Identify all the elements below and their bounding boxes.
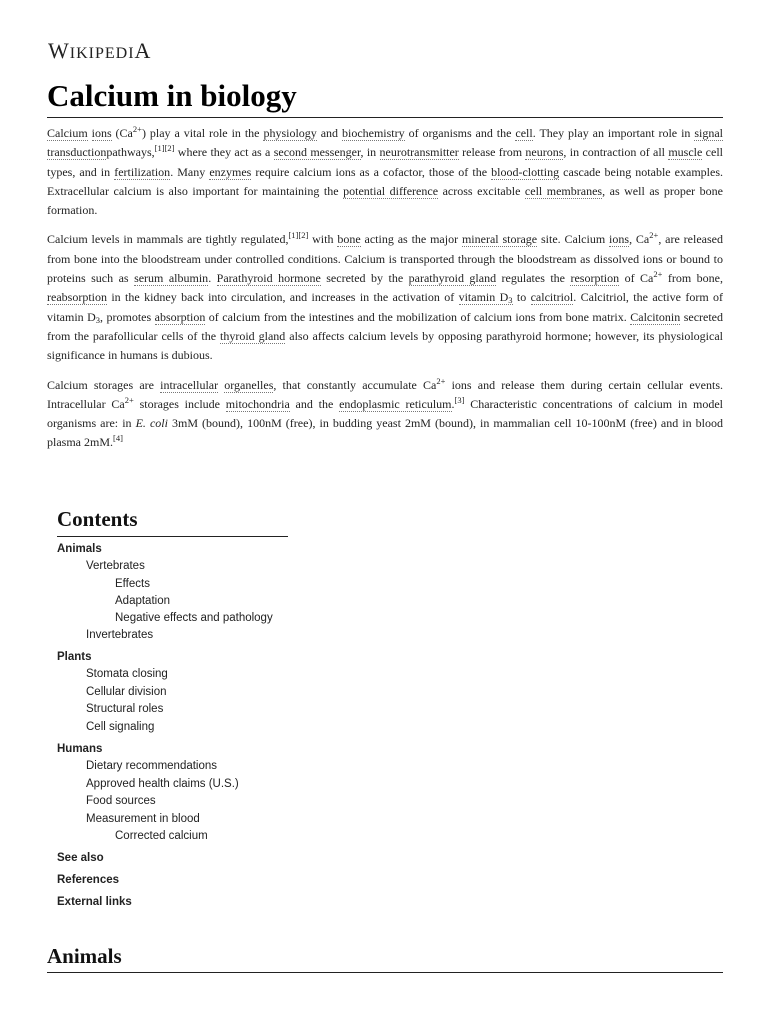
- link-fertilization[interactable]: fertilization: [114, 164, 171, 179]
- subscript: 3: [508, 295, 513, 306]
- link-resorption[interactable]: resorption: [570, 271, 620, 286]
- link-second-messenger[interactable]: second messenger: [273, 145, 361, 160]
- text: secreted from the parafollicular cells of the: [47, 309, 724, 343]
- text: of organisms and the: [404, 126, 516, 140]
- toc-item-vertebrates[interactable]: Vertebrates: [86, 560, 145, 572]
- link-bone[interactable]: bone: [337, 232, 361, 247]
- toc-item-plants[interactable]: Plants: [57, 651, 92, 663]
- toc-item-effects[interactable]: Effects: [115, 577, 150, 590]
- text: . They play an important role in: [532, 126, 695, 140]
- toc-item-cellular-division[interactable]: Cellular division: [86, 685, 167, 698]
- toc-item-animals[interactable]: Animals: [57, 543, 102, 555]
- toc-item-structural-roles[interactable]: Structural roles: [86, 703, 164, 715]
- text: ions and release them during certain cellular events. Intracellular Ca: [47, 377, 723, 411]
- text: storages include: [133, 396, 226, 411]
- text: cascade being notable examples. Extracellular calcium is also important for maintaining the: [47, 164, 723, 198]
- subscript: 3: [95, 314, 101, 325]
- toc-item-measurement-in-blood[interactable]: Measurement in blood: [86, 812, 200, 825]
- citation-link[interactable]: [1][2]: [154, 143, 175, 154]
- toc-item-humans[interactable]: Humans: [57, 743, 103, 755]
- link-calcitonin[interactable]: Calcitonin: [630, 309, 681, 324]
- text: (Ca: [111, 126, 133, 140]
- link-neurotransmitter[interactable]: neurotransmitter: [379, 145, 459, 160]
- text: 3mM (bound), 100nM (free), in budding yeast 2mM (bound), in mammalian cell 10-100nM (free) and in blood plasma 2mM.: [47, 416, 723, 450]
- text: , are released from bone into the bloodstream under controlled conditions. Calcium is transported through the bloodstream as dissolved ions or bound to proteins such as: [47, 232, 723, 286]
- section-heading-animals: Animals: [47, 944, 122, 968]
- text: Characteristic concentrations of calcium in model organisms are: in: [47, 396, 724, 431]
- section-divider: [47, 972, 723, 973]
- text: , promotes: [100, 309, 155, 324]
- text: site. Calcium: [537, 232, 610, 247]
- citation-link[interactable]: [1][2]: [288, 230, 309, 241]
- link-cell[interactable]: cell: [515, 126, 533, 140]
- text: .: [451, 396, 455, 411]
- link-blood-clotting[interactable]: blood-clotting: [491, 164, 560, 179]
- superscript: 2+: [124, 394, 134, 405]
- article-body: [47, 124, 723, 463]
- text: cell types, and in: [47, 145, 723, 179]
- toc-item-cell-signaling[interactable]: Cell signaling: [86, 720, 155, 733]
- text: also affects calcium levels by opposing parathyroid hormone; however, its physiological significance in humans is dubious.: [47, 328, 723, 363]
- text: secreted by the: [320, 271, 409, 286]
- text: release from: [458, 145, 526, 160]
- text: of calcium from the intestines and the mobilization of calcium ions from bone matrix.: [205, 309, 631, 324]
- link-mineral-storage[interactable]: mineral storage: [461, 232, 538, 247]
- toc-divider: [57, 536, 288, 537]
- toc-title: Contents: [57, 507, 138, 531]
- italic-text: E. coli: [135, 416, 168, 431]
- link-biochemistry[interactable]: biochemistry: [341, 126, 405, 140]
- text: of Ca: [619, 271, 654, 286]
- link-physiology[interactable]: physiology: [263, 126, 317, 140]
- text: , Ca: [629, 232, 650, 247]
- link-endoplasmic-reticulum[interactable]: endoplasmic reticulum: [339, 396, 452, 411]
- text: , in: [360, 145, 380, 160]
- link-text: vitamin D: [458, 290, 509, 305]
- link-serum-albumin[interactable]: serum albumin: [134, 271, 209, 286]
- text: ) play a vital role in the: [141, 126, 264, 140]
- text: regulates the: [496, 271, 571, 286]
- link-mitochondria[interactable]: mitochondria: [225, 396, 290, 411]
- link-cell-membranes[interactable]: cell membranes: [524, 183, 603, 198]
- logo-part: IKIPEDI: [69, 45, 135, 62]
- link-organelles[interactable]: organelles: [224, 377, 274, 392]
- text: , as well as proper bone formation.: [47, 183, 724, 218]
- text: across excitable: [438, 183, 525, 198]
- toc-item-negative-effects[interactable]: Negative effects and pathology: [115, 611, 273, 624]
- text: in the kidney back into circulation, and increases in the activation of: [106, 290, 459, 305]
- toc-item-see-also[interactable]: See also: [57, 852, 104, 864]
- text: acting as the major: [360, 232, 462, 247]
- text: . Calcitriol, the active form of vitamin D: [47, 290, 724, 324]
- text: .: [208, 271, 217, 286]
- text: . Many: [170, 164, 210, 179]
- text: with: [308, 232, 338, 247]
- text: Calcium storages are: [47, 377, 161, 392]
- text: and the: [289, 396, 340, 411]
- link-intracellular[interactable]: intracellular: [160, 377, 219, 392]
- toc-item-corrected-calcium[interactable]: Corrected calcium: [115, 830, 208, 842]
- wikipedia-logo[interactable]: [48, 38, 151, 64]
- link-reabsorption[interactable]: reabsorption: [47, 290, 107, 305]
- table-of-contents: [57, 506, 297, 911]
- text: and: [316, 126, 342, 140]
- toc-item-invertebrates[interactable]: Invertebrates: [86, 628, 154, 641]
- citation-link[interactable]: [3]: [454, 394, 465, 405]
- link-calcitriol[interactable]: calcitriol: [530, 290, 574, 305]
- superscript: 2+: [653, 269, 663, 280]
- logo-part: W: [48, 38, 70, 63]
- link-calcium[interactable]: Calcium: [47, 126, 88, 140]
- text: , in contraction of all: [563, 145, 669, 160]
- text: require calcium ions as a cofactor, those of the: [251, 164, 492, 179]
- superscript: 2+: [132, 124, 142, 134]
- link-parathyroid-gland[interactable]: parathyroid gland: [408, 271, 497, 286]
- paragraph-intro: [47, 124, 723, 220]
- link-enzymes[interactable]: enzymes: [209, 164, 252, 179]
- link-ions[interactable]: ions: [91, 126, 112, 140]
- title-divider: [47, 117, 723, 118]
- link-potential-difference[interactable]: potential difference: [343, 183, 439, 198]
- link-thyroid-gland[interactable]: thyroid gland: [220, 328, 286, 343]
- text: Calcium levels in mammals are tightly regulated,: [47, 232, 289, 247]
- text: where they act as a: [174, 145, 274, 160]
- text: to: [512, 290, 531, 305]
- link-muscle[interactable]: muscle: [668, 145, 703, 160]
- superscript: 2+: [436, 375, 446, 386]
- link-parathyroid-hormone[interactable]: Parathyroid hormone: [216, 271, 321, 286]
- logo-part: A: [134, 38, 152, 63]
- toc-item-references[interactable]: References: [57, 874, 120, 886]
- link-absorption[interactable]: absorption: [154, 309, 206, 324]
- toc-item-dietary-recommendations[interactable]: Dietary recommendations: [86, 760, 218, 772]
- link-vitamin-d3[interactable]: [459, 290, 513, 305]
- link-signal-transduction[interactable]: signal transduction: [47, 126, 724, 160]
- paragraph-regulation: [47, 230, 723, 365]
- text: pathways,: [106, 145, 155, 160]
- citation-link[interactable]: [4]: [113, 433, 123, 444]
- toc-item-external-links[interactable]: External links: [57, 896, 132, 908]
- link-ions[interactable]: ions: [609, 232, 630, 247]
- toc-item-food-sources[interactable]: Food sources: [86, 795, 156, 807]
- toc-item-stomata-closing[interactable]: Stomata closing: [86, 668, 168, 680]
- text: from bone,: [662, 271, 724, 286]
- toc-item-adaptation[interactable]: Adaptation: [115, 594, 170, 607]
- text: , that constantly accumulate Ca: [273, 377, 437, 392]
- toc-item-approved-health-claims[interactable]: Approved health claims (U.S.): [86, 777, 239, 790]
- link-neurons[interactable]: neurons: [525, 145, 564, 160]
- page-title: Calcium in biology: [47, 78, 297, 113]
- superscript: 2+: [649, 230, 659, 241]
- paragraph-storage: [47, 376, 723, 453]
